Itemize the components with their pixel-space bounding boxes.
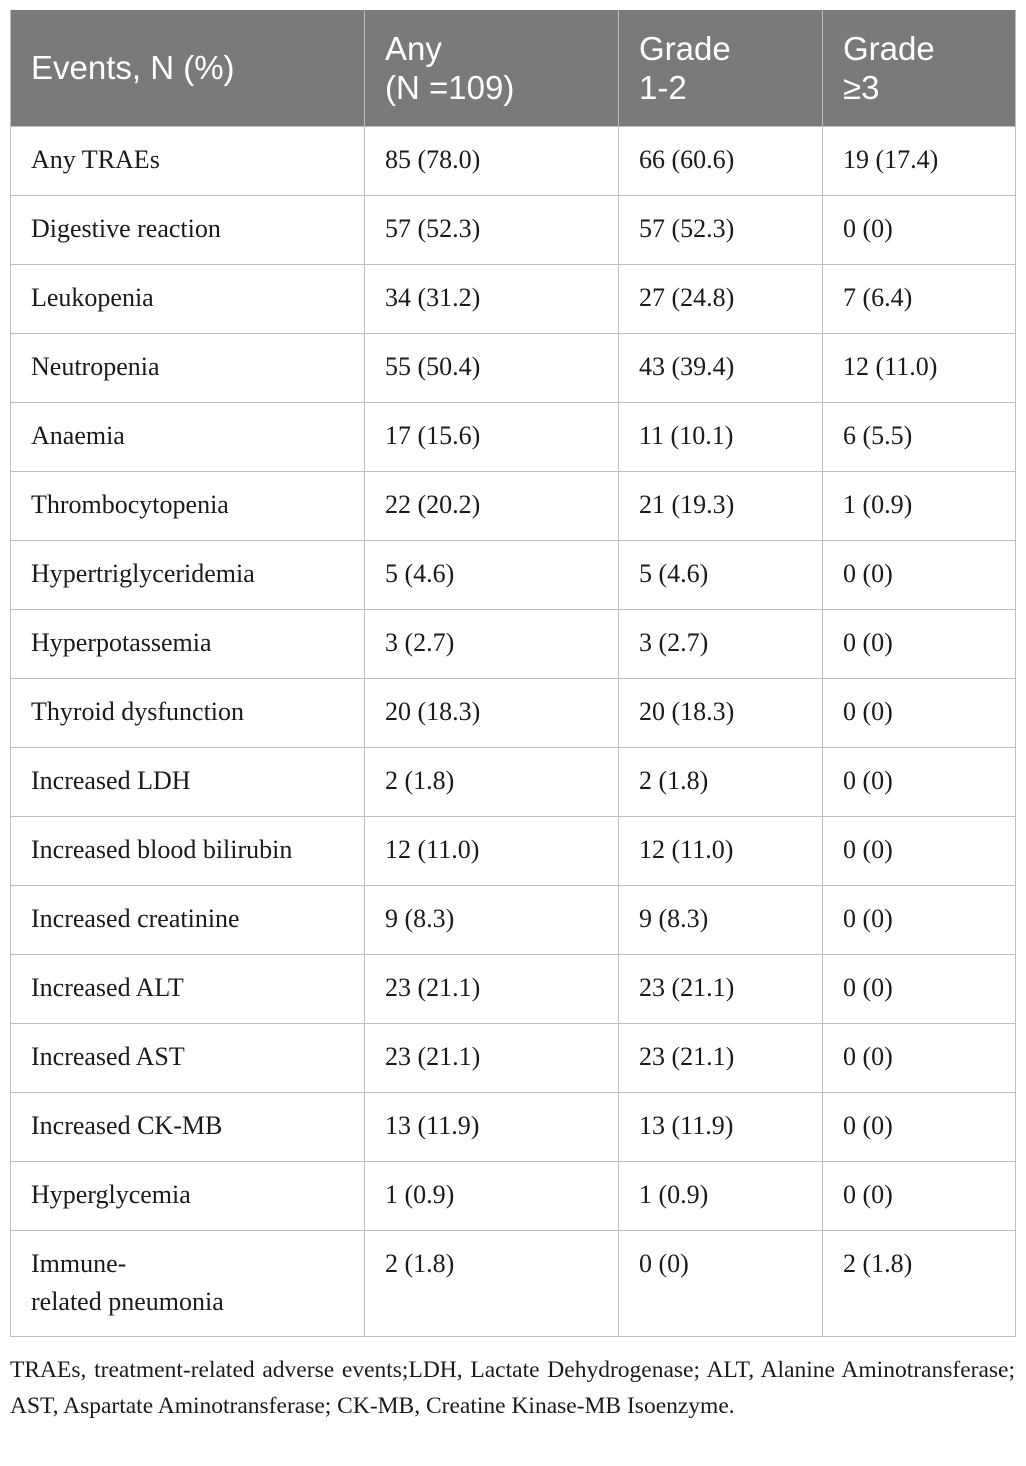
grade-1-2-cell: 12 (11.0) xyxy=(619,816,823,885)
grade-1-2-cell: 2 (1.8) xyxy=(619,747,823,816)
table-row xyxy=(11,885,1016,954)
any-count-cell: 23 (21.1) xyxy=(365,1023,619,1092)
event-name-cell: Anaemia xyxy=(11,402,365,471)
table-row xyxy=(11,333,1016,402)
any-count-cell: 2 (1.8) xyxy=(365,1230,619,1336)
event-name-cell: Increased blood bilirubin xyxy=(11,816,365,885)
table-row xyxy=(11,126,1016,195)
any-count-cell: 5 (4.6) xyxy=(365,540,619,609)
table-row xyxy=(11,195,1016,264)
grade-1-2-cell: 43 (39.4) xyxy=(619,333,823,402)
any-count-cell: 55 (50.4) xyxy=(365,333,619,402)
grade-1-2-cell: 9 (8.3) xyxy=(619,885,823,954)
table-row xyxy=(11,471,1016,540)
grade-1-2-cell: 57 (52.3) xyxy=(619,195,823,264)
adverse-events-table-container xyxy=(10,10,1015,1337)
grade-3-plus-cell: 19 (17.4) xyxy=(823,126,1016,195)
event-name-cell: Increased CK-MB xyxy=(11,1092,365,1161)
grade-1-2-cell: 11 (10.1) xyxy=(619,402,823,471)
header-grade-1-2: Grade 1-2 xyxy=(619,10,823,126)
event-name-cell: Hypertriglyceridemia xyxy=(11,540,365,609)
grade-3-plus-cell: 7 (6.4) xyxy=(823,264,1016,333)
table-row xyxy=(11,1023,1016,1092)
any-count-cell: 1 (0.9) xyxy=(365,1161,619,1230)
table-row xyxy=(11,264,1016,333)
grade-1-2-cell: 21 (19.3) xyxy=(619,471,823,540)
event-name-cell: Neutropenia xyxy=(11,333,365,402)
event-name-cell: Thyroid dysfunction xyxy=(11,678,365,747)
table-row xyxy=(11,747,1016,816)
event-name-cell: Immune- related pneumonia xyxy=(11,1230,365,1336)
any-count-cell: 12 (11.0) xyxy=(365,816,619,885)
table-row xyxy=(11,402,1016,471)
grade-3-plus-cell: 0 (0) xyxy=(823,609,1016,678)
grade-3-plus-cell: 6 (5.5) xyxy=(823,402,1016,471)
any-count-cell: 9 (8.3) xyxy=(365,885,619,954)
table-header xyxy=(11,10,1016,126)
event-name-cell: Thrombocytopenia xyxy=(11,471,365,540)
any-count-cell: 17 (15.6) xyxy=(365,402,619,471)
grade-1-2-cell: 66 (60.6) xyxy=(619,126,823,195)
header-grade-3-plus: Grade ≥3 xyxy=(823,10,1016,126)
any-count-cell: 3 (2.7) xyxy=(365,609,619,678)
event-name-cell: Leukopenia xyxy=(11,264,365,333)
table-row xyxy=(11,1230,1016,1336)
grade-3-plus-cell: 0 (0) xyxy=(823,1023,1016,1092)
grade-1-2-cell: 1 (0.9) xyxy=(619,1161,823,1230)
grade-1-2-cell: 23 (21.1) xyxy=(619,954,823,1023)
grade-1-2-cell: 5 (4.6) xyxy=(619,540,823,609)
grade-3-plus-cell: 0 (0) xyxy=(823,678,1016,747)
grade-3-plus-cell: 0 (0) xyxy=(823,540,1016,609)
header-any: Any (N =109) xyxy=(365,10,619,126)
event-name-cell: Digestive reaction xyxy=(11,195,365,264)
table-body xyxy=(11,126,1016,1336)
event-name-cell: Increased creatinine xyxy=(11,885,365,954)
table-row xyxy=(11,678,1016,747)
header-row xyxy=(11,10,1016,126)
adverse-events-table xyxy=(10,10,1016,1337)
grade-3-plus-cell: 0 (0) xyxy=(823,195,1016,264)
event-name-cell: Hyperpotassemia xyxy=(11,609,365,678)
grade-3-plus-cell: 0 (0) xyxy=(823,816,1016,885)
table-row xyxy=(11,1092,1016,1161)
grade-3-plus-cell: 0 (0) xyxy=(823,885,1016,954)
any-count-cell: 23 (21.1) xyxy=(365,954,619,1023)
event-name-cell: Hyperglycemia xyxy=(11,1161,365,1230)
any-count-cell: 85 (78.0) xyxy=(365,126,619,195)
grade-3-plus-cell: 0 (0) xyxy=(823,1092,1016,1161)
event-name-cell: Increased LDH xyxy=(11,747,365,816)
grade-3-plus-cell: 0 (0) xyxy=(823,954,1016,1023)
table-row xyxy=(11,1161,1016,1230)
event-name-cell: Increased AST xyxy=(11,1023,365,1092)
grade-1-2-cell: 23 (21.1) xyxy=(619,1023,823,1092)
grade-3-plus-cell: 2 (1.8) xyxy=(823,1230,1016,1336)
any-count-cell: 20 (18.3) xyxy=(365,678,619,747)
any-count-cell: 57 (52.3) xyxy=(365,195,619,264)
grade-1-2-cell: 0 (0) xyxy=(619,1230,823,1336)
grade-3-plus-cell: 12 (11.0) xyxy=(823,333,1016,402)
grade-1-2-cell: 27 (24.8) xyxy=(619,264,823,333)
any-count-cell: 13 (11.9) xyxy=(365,1092,619,1161)
table-footnote: TRAEs, treatment-related adverse events;LDH, Lactate Dehydrogenase; ALT, Alanine Aminotransferase; AST, Aspartate Aminotransferase; CK-MB, Creatine Kinase-MB Isoenzyme. xyxy=(10,1357,1015,1419)
event-name-cell: Increased ALT xyxy=(11,954,365,1023)
any-count-cell: 2 (1.8) xyxy=(365,747,619,816)
any-count-cell: 22 (20.2) xyxy=(365,471,619,540)
any-count-cell: 34 (31.2) xyxy=(365,264,619,333)
grade-3-plus-cell: 0 (0) xyxy=(823,747,1016,816)
table-row xyxy=(11,954,1016,1023)
event-name-cell: Any TRAEs xyxy=(11,126,365,195)
table-row xyxy=(11,540,1016,609)
grade-1-2-cell: 20 (18.3) xyxy=(619,678,823,747)
grade-3-plus-cell: 0 (0) xyxy=(823,1161,1016,1230)
table-row xyxy=(11,816,1016,885)
table-row xyxy=(11,609,1016,678)
grade-1-2-cell: 13 (11.9) xyxy=(619,1092,823,1161)
grade-1-2-cell: 3 (2.7) xyxy=(619,609,823,678)
header-events: Events, N (%) xyxy=(11,10,365,126)
grade-3-plus-cell: 1 (0.9) xyxy=(823,471,1016,540)
